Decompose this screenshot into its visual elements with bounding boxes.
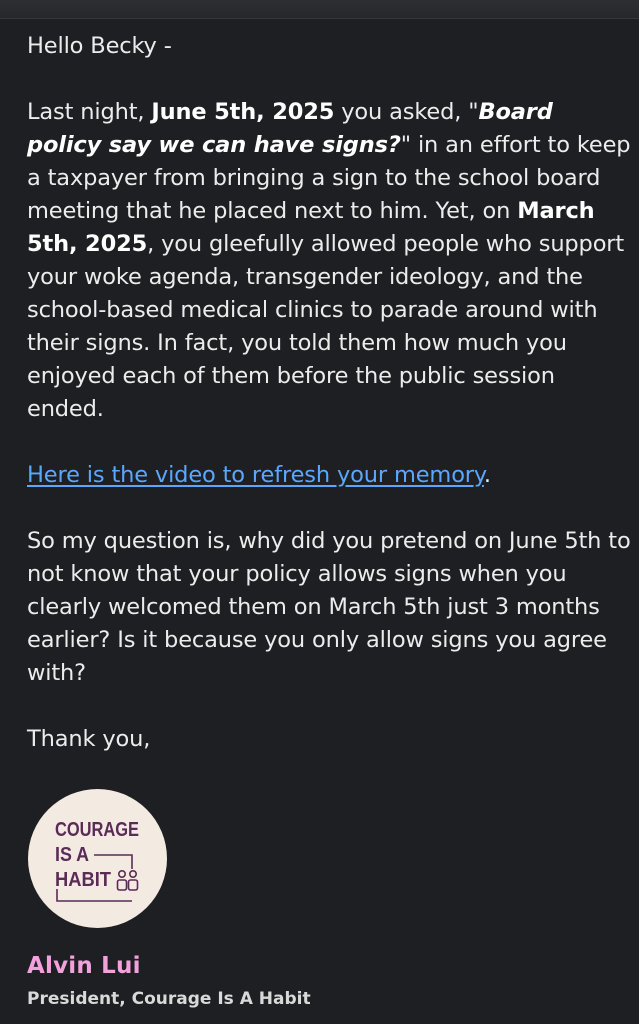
closing: Thank you, <box>27 726 151 752</box>
courage-is-a-habit-logo[interactable] <box>28 789 167 928</box>
people-icon <box>118 871 138 890</box>
quoted-question: Board policy say we can have signs? <box>27 99 553 158</box>
paragraph-2 <box>27 459 632 492</box>
p1-text-3: " in an effort to keep a taxpayer from bringing a sign to the school board meeting that he placed next to him. Yet, on <box>27 132 631 224</box>
p1-text-2: you asked, " <box>334 99 479 125</box>
date-march: March 5th, 2025 <box>27 198 595 257</box>
link-period: . <box>483 462 491 488</box>
logo-graphic <box>28 789 167 928</box>
p1-text-4: , you gleefully allowed people who support your woke agenda, transgender ideology, and the school-based medical clinics to parade around with their signs. In fact, you told them how much you enjoyed each of them before the public session ended. <box>27 231 625 422</box>
logo-line-3: HABIT <box>55 869 111 891</box>
email-body <box>27 30 632 789</box>
signature-title: President, Courage Is A Habit <box>27 989 311 1009</box>
signature-name: Alvin Lui <box>27 953 141 979</box>
logo-line-2: IS A <box>55 844 89 866</box>
video-link[interactable]: Here is the video to refresh your memory <box>27 462 484 488</box>
paragraph-3: So my question is, why did you pretend on June 5th to not know that your policy allows signs when you clearly welcomed them on March 5th just 3 months earlier? Is it because you only allow signs you agree with? <box>27 528 631 686</box>
greeting: Hello Becky - <box>27 33 172 59</box>
logo-bracket-top <box>94 855 132 869</box>
paragraph-1 <box>27 96 632 426</box>
top-toolbar-edge <box>0 0 639 19</box>
logo-line-1: COURAGE <box>55 819 139 841</box>
date-june: June 5th, 2025 <box>151 99 335 125</box>
p1-text-1: Last night, <box>27 99 152 125</box>
